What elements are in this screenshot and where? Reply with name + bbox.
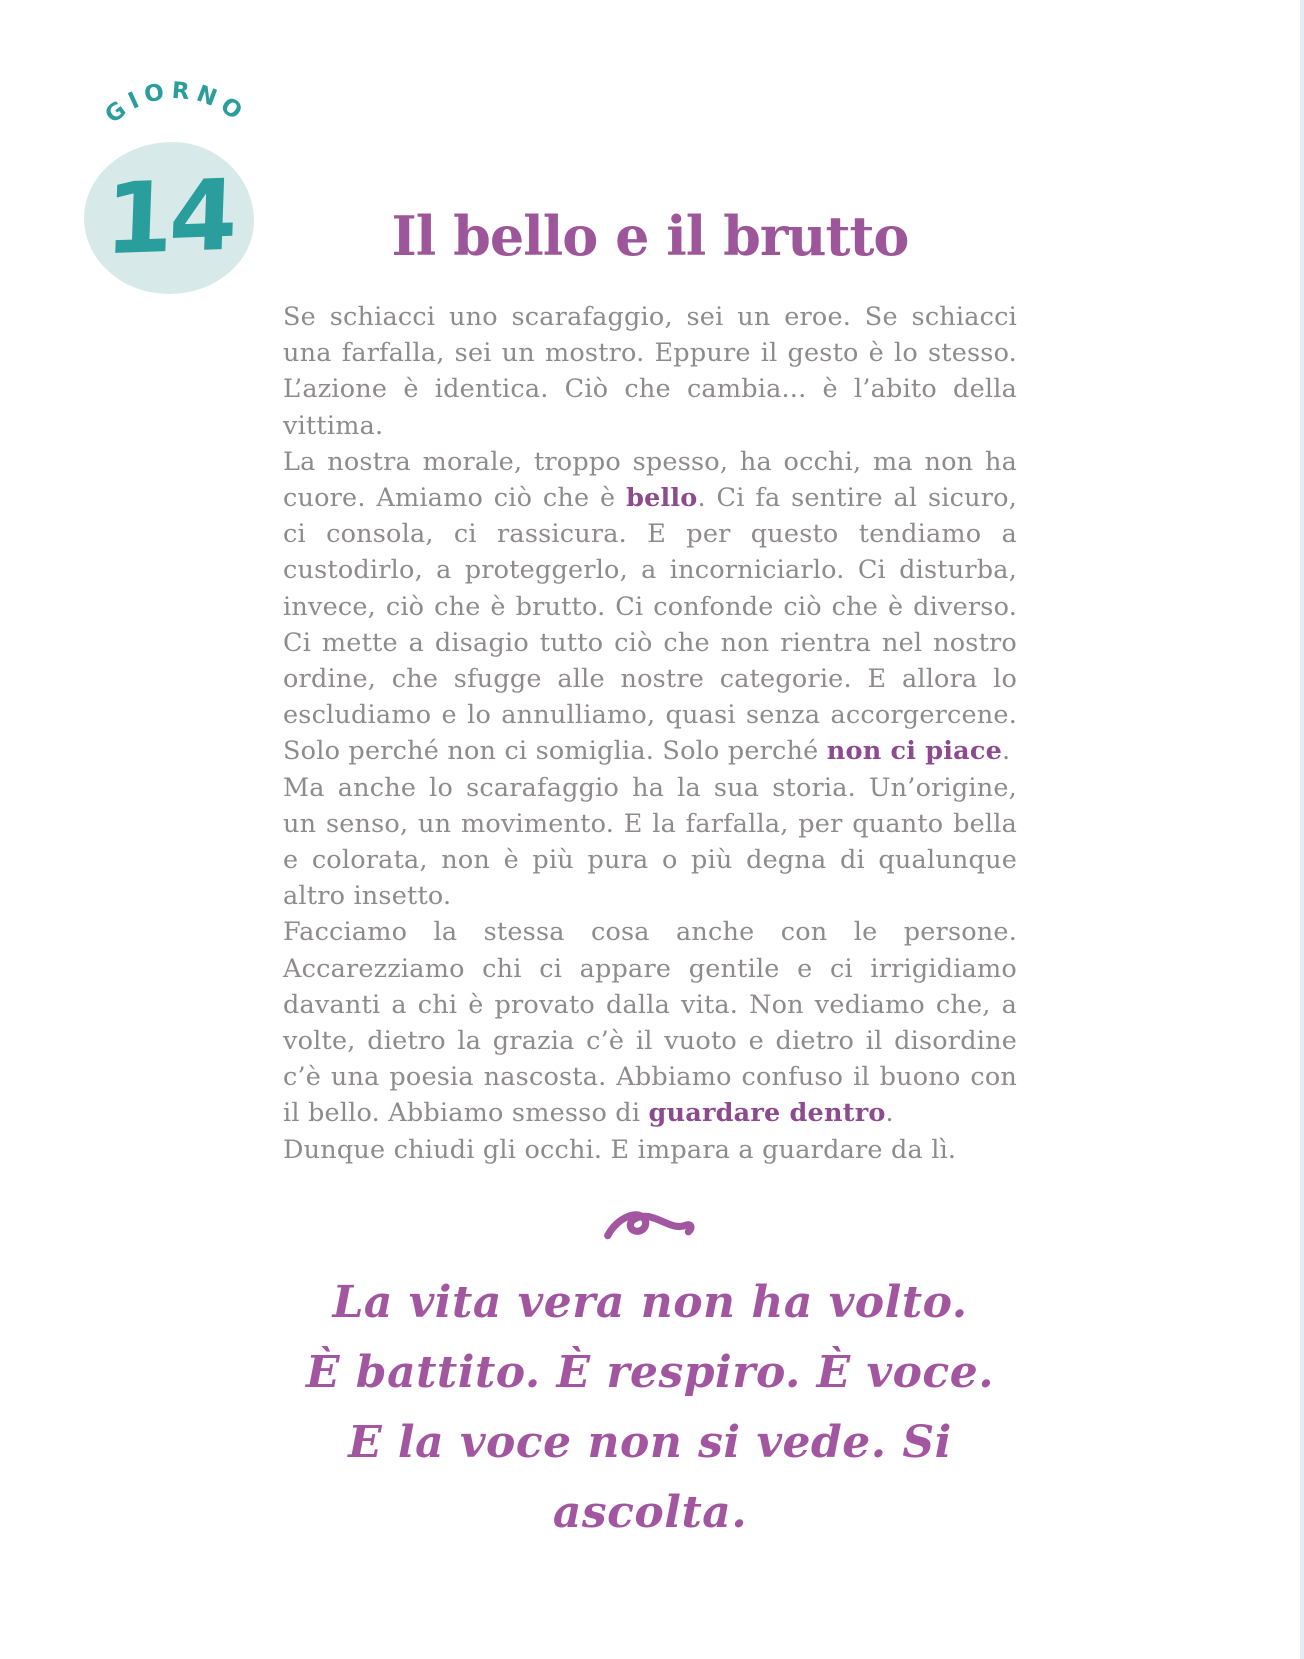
quote-line: E la voce non si vede. Si ascolta. bbox=[348, 1416, 952, 1538]
paragraph: Se schiacci uno scarafaggio, sei un eroe. Se schiacci una farfalla, sei un mostro. Eppure il gesto è lo stesso. L’azione è identica. Ciò che cambia... è l’abito della vittima. bbox=[283, 302, 1017, 441]
page-title: Il bello e il brutto bbox=[391, 204, 909, 268]
closing-quote bbox=[283, 1268, 1017, 1548]
emphasized-phrase: non ci piace bbox=[826, 736, 1002, 767]
squiggle-flourish-icon bbox=[602, 1206, 698, 1248]
day-badge-arc-label: GIORNO bbox=[100, 80, 252, 129]
main-column bbox=[283, 205, 1017, 1548]
page-edge bbox=[1300, 0, 1304, 1659]
emphasized-phrase: guardare dentro bbox=[648, 1098, 886, 1129]
day-number: 14 bbox=[102, 158, 236, 278]
day-badge bbox=[84, 80, 268, 300]
day-badge-arc bbox=[84, 80, 268, 150]
day-badge-circle bbox=[84, 142, 254, 294]
body-text bbox=[283, 299, 1017, 1168]
emphasized-phrase: bello bbox=[626, 483, 698, 514]
paragraph: Ma anche lo scarafaggio ha la sua storia. Un’origine, un senso, un movimento. E la farfalla, per quanto bella e colorata, non è più pura o più degna di qualunque altro insetto. bbox=[283, 772, 1017, 912]
quote-line: È battito. È respiro. È voce. bbox=[305, 1346, 995, 1398]
squiggle-divider bbox=[600, 1204, 700, 1250]
paragraph: Dunque chiudi gli occhi. E impara a guardare da lì. bbox=[283, 1134, 957, 1165]
quote-line: La vita vera non ha volto. bbox=[332, 1276, 968, 1328]
paragraph: La nostra morale, troppo spesso, ha occhi, ma non ha cuore. Amiamo ciò che è bello. Ci fa sentire al sicuro, ci consola, ci rassicura. E per questo tendiamo a custodirlo, a proteggerlo, a incorniciarlo. Ci disturba, invece, ciò che è brutto. Ci confonde ciò che è diverso. Ci mette a disagio tutto ciò che non rientra nel nostro ordine, che sfugge alle nostre categorie. E allora lo escludiamo e lo annulliamo, quasi senza accorgercene. Solo perché non ci somiglia. Solo perché non ci piace. bbox=[283, 446, 1017, 767]
paragraph: Facciamo la stessa cosa anche con le persone. Accarezziamo chi ci appare gentile e ci irrigidiamo davanti a chi è provato dalla vita. Non vediamo che, a volte, dietro la grazia c’è il vuoto e dietro il disordine c’è una poesia nascosta. Abbiamo confuso il buono con il bello. Abbiamo smesso di guardare dentro. bbox=[283, 917, 1017, 1129]
